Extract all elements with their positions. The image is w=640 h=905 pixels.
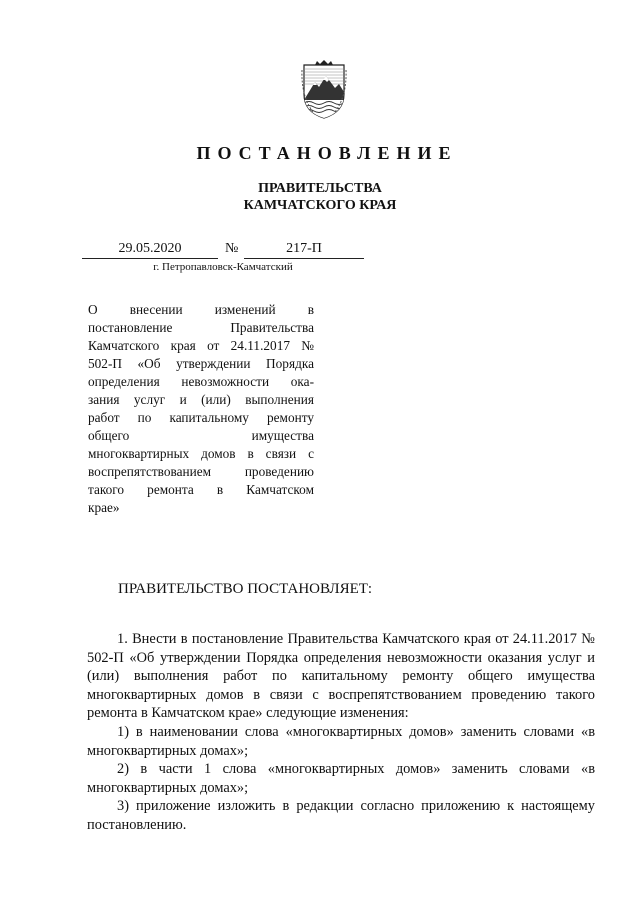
document-number: 217-П	[286, 241, 322, 256]
authority-line-2: КАМЧАТСКОГО КРАЯ	[243, 198, 397, 213]
document-body	[87, 630, 595, 835]
subject-line: Камчатского края от 24.11.2017 №	[88, 338, 314, 353]
subject-line: зания услуг и (или) выполнения	[88, 392, 314, 407]
subject-line: О внесении изменений в	[88, 302, 314, 317]
authority-line-1: ПРАВИТЕЛЬСТВА	[258, 181, 382, 196]
subject-line: постановление Правительства	[88, 320, 314, 335]
body-paragraph: 1) в наименовании слова «многоквартирных домов» заменить словами «в многоквартирных домах»;	[87, 723, 595, 759]
subject-line: многоквартирных домов в связи с	[88, 446, 314, 461]
document-date: 29.05.2020	[118, 241, 182, 256]
subject-line: определения невозможности ока-	[88, 374, 314, 389]
document-subject	[88, 301, 314, 517]
subject-line: 502-П «Об утверждении Порядка	[88, 356, 314, 371]
number-underline	[244, 258, 364, 259]
body-paragraph: 2) в части 1 слова «многоквартирных домов» заменить словами «в многоквартирных домах»;	[87, 761, 595, 796]
subject-line: крае»	[88, 500, 120, 515]
number-sign: №	[225, 241, 239, 256]
coat-of-arms-icon	[301, 60, 347, 120]
subject-line: воспрепятствованием проведению	[88, 464, 314, 479]
subject-line: работ по капитальному ремонту	[88, 410, 314, 425]
body-paragraph: 3) приложение изложить в редакции согласно приложению к настоящему постановлению.	[87, 798, 595, 833]
body-paragraph: 1. Внести в постановление Правительства Камчатского края от 24.11.2017 № 502-П «Об утверждении Порядка определения невозможности оказания услуг и (или) выполнения работ по капитальному ремонту общего имущества многоквартирных домов в связи с воспрепятствованием проведению такого ремонта в Камчатском крае» следующие изменения:	[87, 631, 595, 722]
issuing-authority	[0, 180, 640, 214]
date-number-line	[82, 241, 364, 259]
subject-line: такого ремонта в Камчатском	[88, 482, 314, 497]
document-city: г. Петропавловск-Камчатский	[153, 261, 293, 273]
subject-line: общего имущества	[88, 428, 314, 443]
decree-statement: ПРАВИТЕЛЬСТВО ПОСТАНОВЛЯЕТ:	[118, 581, 373, 597]
document-type-title: ПОСТАНОВЛЕНИЕ	[196, 143, 458, 163]
date-underline	[82, 258, 218, 259]
